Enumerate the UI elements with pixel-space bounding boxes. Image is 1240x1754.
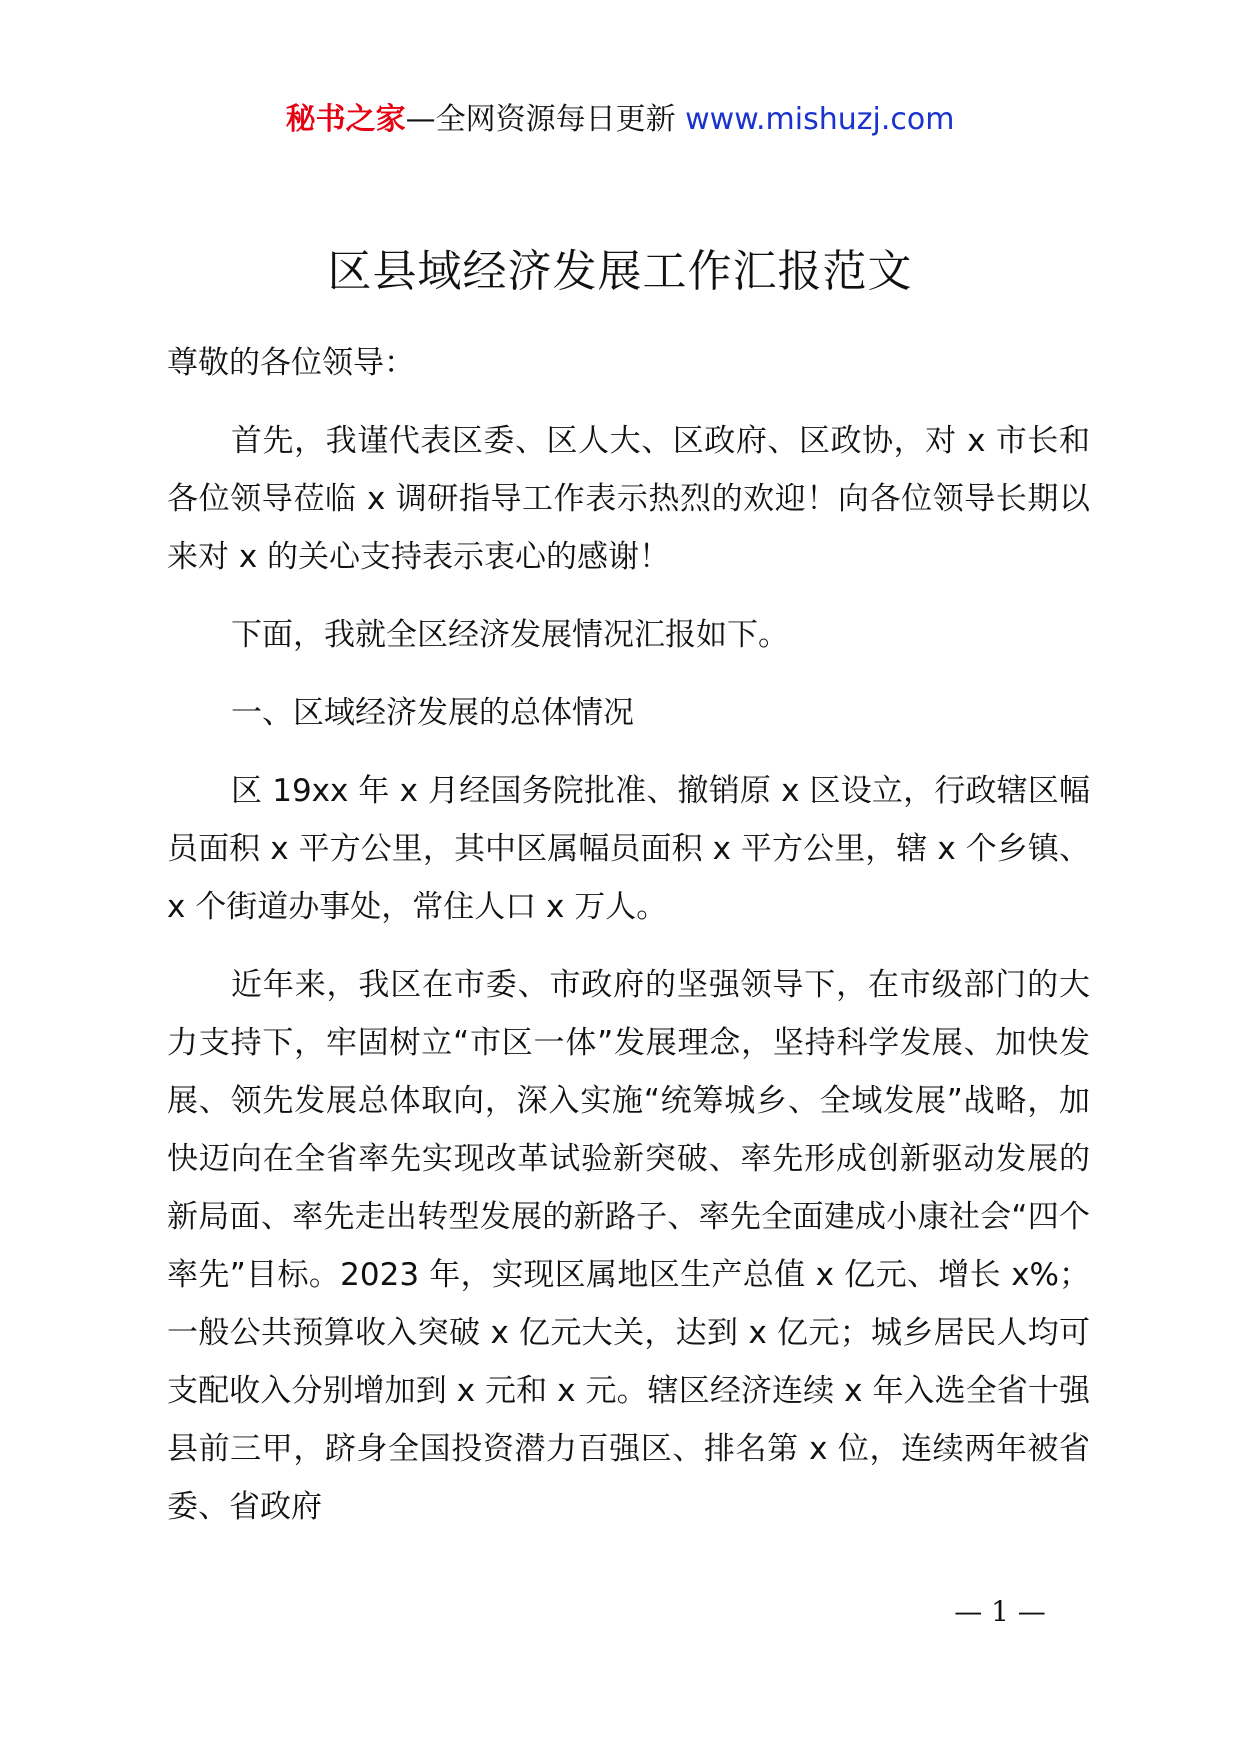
- paragraph-achievements: 近年来，我区在市委、市政府的坚强领导下，在市级部门的大力支持下，牢固树立“市区一体”发展理念，坚持科学发展、加快发展、领先发展总体取向，深入实施“统筹城乡、全域发展”战略，加快迈向在全省率先实现改革试验新突破、率先形成创新驱动发展的新局面、率先走出转型发展的新路子、率先全面建成小康社会“四个率先”目标。2023 年，实现区属地区生产总值 x 亿元、增长 x%；一般公共预算收入突破 x 亿元大关，达到 x 亿元；城乡居民人均可支配收入分别增加到 x 元和 x 元。辖区经济连续 x 年入选全省十强县前三甲，跻身全国投资潜力百强区、排名第 x 位，连续两年被省委、省政府: [167, 967, 1090, 1525]
- document-body: [167, 334, 1090, 1536]
- document-title: 区县域经济发展工作汇报范文: [327, 246, 913, 297]
- paragraph-intro: 首先，我谨代表区委、区人大、区政府、区政协，对 x 市长和各位领导莅临 x 调研指导工作表示热烈的欢迎！向各位领导长期以来对 x 的关心支持表示衷心的感谢！: [167, 423, 1090, 575]
- site-url-link[interactable]: www.mishuzj.com: [685, 102, 955, 137]
- brand-name: 秘书之家: [285, 102, 406, 137]
- section-heading-1: 一、区域经济发展的总体情况: [231, 695, 634, 731]
- page-number: — 1 —: [954, 1595, 1046, 1628]
- salutation: 尊敬的各位领导：: [167, 345, 415, 381]
- header-tagline: —全网资源每日更新: [405, 102, 676, 137]
- site-header: [0, 100, 1240, 140]
- paragraph-overview: 区 19xx 年 x 月经国务院批准、撤销原 x 区设立，行政辖区幅员面积 x 平方公里，其中区属幅员面积 x 平方公里，辖 x 个乡镇、x 个街道办事处，常住人口 x 万人。: [167, 773, 1090, 925]
- paragraph-transition: 下面，我就全区经济发展情况汇报如下。: [231, 617, 789, 653]
